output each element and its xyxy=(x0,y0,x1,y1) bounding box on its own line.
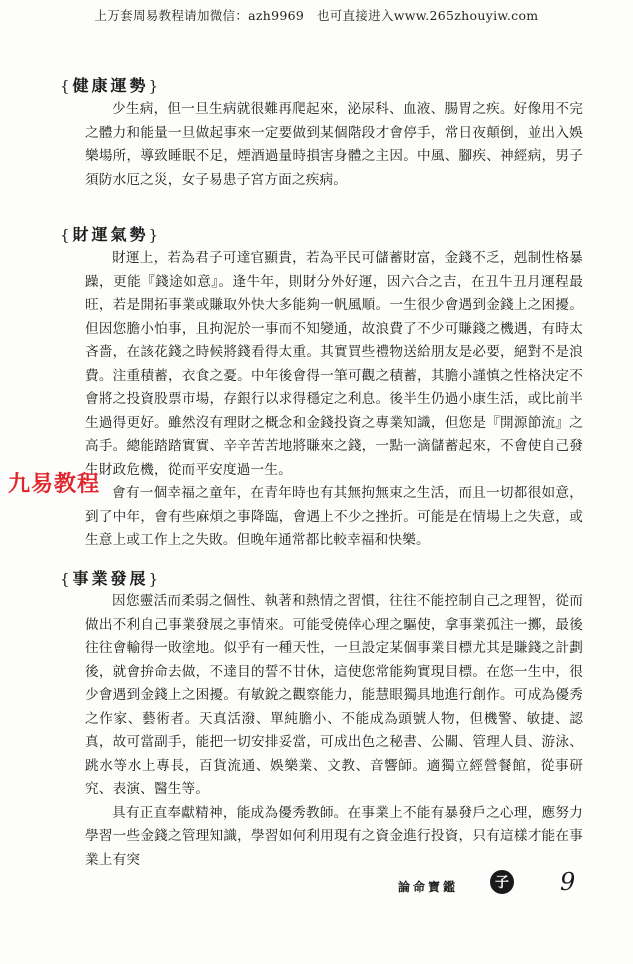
section-heading-career: {事業發展} xyxy=(60,569,162,588)
career-paragraph-1: 因您靈活而柔弱之個性、執著和熱情之習慣，往往不能控制自己之理智，從而做出不利自己事業發展之事情來。可能受僥倖心理之驅使，拿事業孤注一擲，最後往往會輸得一敗塗地。似乎有一種天性，一旦設定某個事業目標尤其是賺錢之計劃後，就會拚命去做，不達目的誓不甘休，這使您常能夠實現目標。在您一生中，很少會遇到金錢上之困擾。有敏銳之觀察能力，能慧眼獨具地進行創作。可成為優秀之作家、藝術者。天真活潑、單純膽小、不能成為頭號人物，但機警、敏捷、認真，故可當副手，能把一切安排妥當，可成出色之秘書、公關、管理人員、游泳、跳水等水上專長，百貨流通、娛樂業、文教、音響師。適獨立經營餐館，從事研究、表演、醫生等。 xyxy=(85,593,583,797)
health-title: 健康運勢 xyxy=(72,76,149,95)
career-title: 事業發展 xyxy=(72,569,149,588)
zodiac-seal-icon: 子 xyxy=(490,870,514,894)
watermark-logo: 九易教程 xyxy=(8,472,101,497)
wealth-paragraph-2: 會有一個幸福之童年，在青年時也有其無拘無束之生活，而且一切都很如意，到了中年，會有些麻煩之事降臨，會遇上不少之挫折。可能是在情場上之失意，或生意上或工作上之失敗。但晚年通常都比較幸福和快樂。 xyxy=(85,485,583,548)
section-heading-health: {健康運勢} xyxy=(60,76,162,95)
career-body xyxy=(85,590,583,872)
wealth-paragraph-1: 財運上，若為君子可達官顯貴，若為平民可儲蓄財富，金錢不乏，剋制性格暴躁，更能『錢途如意』。逢牛年，則財分外好運，因六合之吉，在丑牛丑月運程最旺，若是開拓事業或賺取外快大多能夠一帆風順。一生很少會遇到金錢上之困擾。但因您膽小怕事，且拘泥於一事而不知變通，故浪費了不少可賺錢之機遇，有時太吝嗇，在該花錢之時候將錢看得太重。其實買些禮物送給朋友是必要，絕對不是浪費。注重積蓄，衣食之憂。中年後會得一筆可觀之積蓄，其膽小謹慎之性格決定不會將之投資股票市場，存銀行以求得穩定之利息。後半生仍過小康生活，或比前半生過得更好。雖然沒有理財之概念和金錢投資之專業知識，但您是『開源節流』之高手。總能踏踏實實、辛辛苦苦地將賺來之錢，一點一滴儲蓄起來，不會使自己發生財政危機，從而平安度過一生。 xyxy=(85,250,583,478)
section-heading-wealth: {財運氣勢} xyxy=(60,225,162,244)
wealth-body xyxy=(85,247,583,553)
health-paragraph: 少生病，但一旦生病就很難再爬起來，泌尿科、血液、腸胃之疾。好像用不完之體力和能量一旦做起事來一定要做到某個階段才會停手，常日夜顛倒，並出入娛樂場所，導致睡眠不足，煙酒過量時損害身體之主因。中風、腳疾、神經病，男子須防水厄之災，女子易患子宮方面之疾病。 xyxy=(85,101,583,188)
career-paragraph-2: 具有正直奉獻精神，能成為優秀教師。在事業上不能有暴發戶之心理，應努力學習一些金錢之管理知識，學習如何利用現有之資金進行投資，只有這樣才能在事業上有突 xyxy=(85,804,583,868)
page-number: 9 xyxy=(560,868,576,896)
wealth-title: 財運氣勢 xyxy=(72,225,149,244)
health-body xyxy=(85,98,583,192)
footer-book-title: 論命寶鑑 xyxy=(398,880,459,894)
top-banner: 上万套周易教程请加微信：azh9969 也可直接进入www.265zhouyiw.com xyxy=(94,8,539,23)
